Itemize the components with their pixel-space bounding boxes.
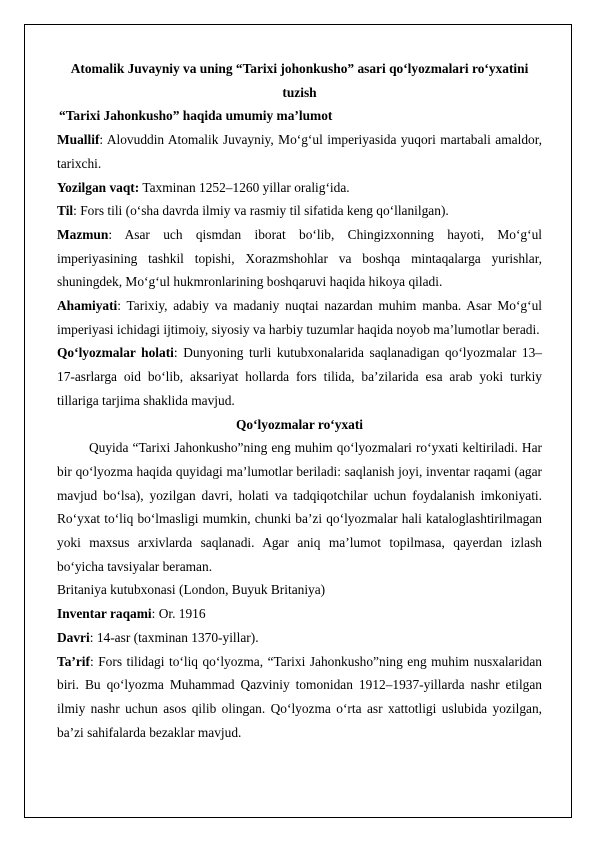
- field-author: Muallif: Alovuddin Atomalik Juvayniy, Mo‘g‘ul imperiyasida yuqori martabali amaldor, tarixchi.: [57, 132, 542, 171]
- library-name: Britaniya kutubxonasi (London, Buyuk Britaniya): [57, 582, 326, 598]
- field-text: Or. 1916: [158, 606, 206, 622]
- field-label: Inventar raqami: [57, 606, 152, 622]
- field-label: Yozilgan vaqt:: [57, 179, 140, 195]
- field-significance: Ahamiyati: Tarixiy, adabiy va madaniy nuqtai nazardan muhim manba. Asar Mo‘g‘ul imperiyasi ichidagi ijtimoiy, siyosiy va harbiy tuzumlar haqida noyob ma’lumotlar beradi.: [57, 298, 542, 337]
- field-description: Ta’rif: Fors tilidagi to‘liq qo‘lyozma, “Tarixi Jahonkusho”ning eng muhim nusxalaridan biri. Bu qo‘lyozma Muhammad Qazviniy tomonidan 1912–1937-yillarda nashr etilgan ilmiy nashr uchun asos qilib olingan. Qo‘lyozma o‘rta asr xattotligi uslubida yozilgan, ba’zi sahifalarda bezaklar mavjud.: [57, 653, 542, 740]
- field-label: Muallif: [57, 132, 100, 148]
- field-inventory-number: Inventar raqami: Or. 1916: [57, 606, 206, 622]
- field-text: Dunyoning turli kutubxonalarida saqlanadigan qo‘lyozmalar 13–17-asrlarga oid bo‘lib, aksariyat hollarda fors tilida, ba’zilarida esa arab yoki turkiy tillariga tarjima shaklida mavjud.: [57, 345, 542, 408]
- field-text: Taxminan 1252–1260 yillar oralig‘ida.: [142, 179, 350, 195]
- field-label: Qo‘lyozmalar holati: [57, 345, 174, 361]
- field-content: Mazmun: Asar uch qismdan iborat bo‘lib, Chingizxonning hayoti, Mo‘g‘ul imperiyasining tashkil topishi, Xorazmshohlar va boshqa mintaqalarga yurishlar, shuningdek, Mo‘g‘ul hukmronlarining boshqaruvi haqida hikoya qiladi.: [57, 226, 542, 290]
- field-label: Mazmun: [57, 226, 109, 242]
- field-manuscript-status: Qo‘lyozmalar holati: Dunyoning turli kutubxonalarida saqlanadigan qo‘lyozmalar 13–17-asrlarga oid bo‘lib, aksariyat hollarda fors tilida, ba’zilarida esa arab yoki turkiy tillariga tarjima shaklida mavjud.: [57, 345, 542, 408]
- field-text: Alovuddin Atomalik Juvayniy, Mo‘g‘ul imperiyasida yuqori martabali amaldor, tarixchi.: [57, 132, 542, 171]
- field-label: Ahamiyati: [57, 298, 118, 314]
- field-language: Til: Fors tili (o‘sha davrda ilmiy va rasmiy til sifatida keng qo‘llanilgan).: [57, 203, 449, 219]
- field-text: 14-asr (taxminan 1370-yillar).: [96, 629, 259, 645]
- intro-paragraph: Quyida “Tarixi Jahonkusho”ning eng muhim qo‘lyozmalari ro‘yxati keltiriladi. Har bir qo‘lyozma haqida quyidagi ma’lumotlar beriladi: saqlanish joyi, inventar raqami (agar mavjud bo‘lsa), yozilgan davri, holati va tadqiqotchilar uchun foydalanish imkoniyati. Ro‘yxat to‘liq bo‘lmasligi mumkin, chunki ba’zi qo‘lyozmalar hali kataloglashtirilmagan yoki maxsus arxivlarda saqlanadi. Agar aniq ma’lumot topilmasa, qayerdan izlash bo‘yicha tavsiyalar beraman.: [57, 440, 542, 574]
- section-heading-manuscripts: Qo‘lyozmalar ro‘yxati: [235, 416, 364, 432]
- document-title: Atomalik Juvayniy va uning “Tarixi johonkusho” asari qo‘lyozmalari ro‘yxatini tuzish: [70, 61, 529, 100]
- field-text: Tarixiy, adabiy va madaniy nuqtai nazardan muhim manba. Asar Mo‘g‘ul imperiyasi ichidagi ijtimoiy, siyosiy va harbiy tuzumlar haqida noyob ma’lumotlar beradi.: [57, 298, 542, 337]
- field-text: Fors tili (o‘sha davrda ilmiy va rasmiy til sifatida keng qo‘llanilgan).: [80, 203, 449, 219]
- field-label: Davri: [57, 629, 90, 645]
- field-label: Ta’rif: [57, 653, 90, 669]
- field-period: Davri: 14-asr (taxminan 1370-yillar).: [57, 629, 259, 645]
- field-label: Til: [57, 203, 74, 219]
- field-text: Fors tilidagi to‘liq qo‘lyozma, “Tarixi Jahonkusho”ning eng muhim nusxalaridan biri. Bu qo‘lyozma Muhammad Qazviniy tomonidan 1912–1937-yillarda nashr etilgan ilmiy nashr uchun asos qilib olingan. Qo‘lyozma o‘rta asr xattotligi uslubida yozilgan, ba’zi sahifalarda bezaklar mavjud.: [57, 653, 542, 740]
- document-body: [57, 57, 542, 744]
- field-written-date: [57, 176, 542, 200]
- field-text: Asar uch qismdan iborat bo‘lib, Chingizxonning hayoti, Mo‘g‘ul imperiyasining tashkil topishi, Xorazmshohlar va boshqa mintaqalarga yurishlar, shuningdek, Mo‘g‘ul hukmronlarining boshqaruvi haqida hikoya qiladi.: [57, 226, 542, 290]
- section-heading-overview: “Tarixi Jahonkusho” haqida umumiy ma’lumot: [59, 108, 333, 124]
